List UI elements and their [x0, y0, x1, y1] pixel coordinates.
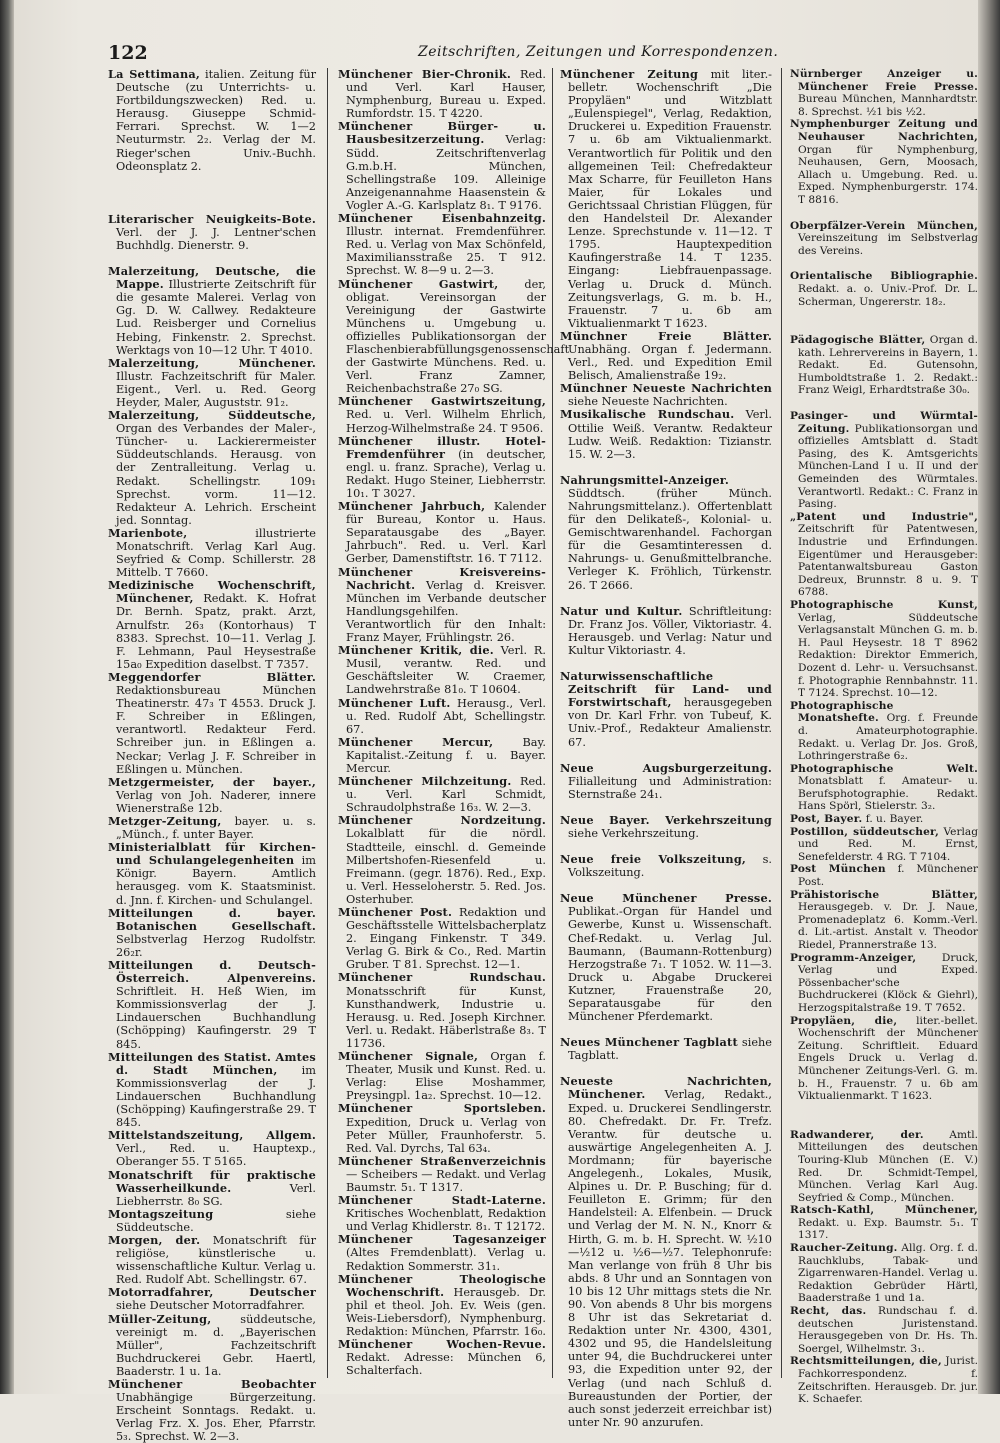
entry-details: der, obligat. Vereinsorgan der Vereinigung der Gastwirte Münchens u. Umgebung u. offizielles Publikationsorgan der Flaschenbierabfüllungsgenossenschaft der Gastwirte Münchens. Red. u. Verl. Franz Zamner, Reichenbachstraße 27₀ SG.: [346, 277, 570, 396]
directory-entry: [108, 1286, 316, 1312]
directory-entry: [108, 1234, 316, 1286]
entry-title: Münchener Milchzeitung.: [338, 774, 512, 789]
entry-details: Allg. Org. f. d. Rauchklubs, Tabak- und Zigarrenwaren-Handel. Verlag u. Redaktion Gebrüder Härtl, Baaderstraße 1 und 1a.: [798, 1242, 978, 1305]
entry-details: Monatsschrift für Kunst, Kunsthandwerk, Industrie u. Herausg. u. Red. Joseph Kirchner. Verl. u. Redakt. Häberlstraße 8₃. T 11736.: [346, 984, 546, 1050]
directory-entry: [790, 410, 978, 511]
entry-spacer: [790, 397, 978, 410]
entry-details: Monatschrift für religiöse, künstlerische u. wissenschaftliche Kultur. Verlag u. Red. Rudolf Abt. Schellingstr. 67.: [116, 1233, 316, 1287]
entry-title: Neueste Nachrichten, Münchener.: [560, 1074, 772, 1102]
entry-title: Naturwissenschaftliche Zeitschrift für Land- und Forstwirtschaft,: [560, 669, 772, 710]
entry-spacer: [108, 173, 316, 213]
entry-details: s. Volkszeitung.: [568, 853, 773, 880]
entry-title: Malerzeitung, Süddeutsche,: [108, 408, 316, 423]
entry-details: Verlag: Südd. Zeitschriftenverlag G.m.b.H. München, Schellingstraße 109. Alleinige Anzeigenannahme Haasenstein & Vogler A.-G. Karlsplatz 8₁. T 9176.: [346, 133, 546, 212]
entry-title: Orientalische Bibliographie.: [790, 270, 978, 283]
entry-details: Herausg., Verl. u. Red. Rudolf Abt, Schellingstr. 67.: [346, 696, 546, 736]
entry-title: Musikalische Rundschau.: [560, 407, 735, 422]
entry-details: siehe Neueste Nachrichten.: [568, 395, 728, 409]
entry-details: Selbstverlag Herzog Rudolfstr. 26₂r.: [116, 932, 316, 959]
entry-title: Münchener Gastwirt,: [338, 276, 499, 291]
entry-details: siehe Tagblatt.: [568, 1036, 772, 1063]
directory-entry: [338, 276, 570, 396]
entry-details: Verlag, Redakt., Exped. u. Druckerei Sendlingerstr. 80. Chefredakt. Dr. Fr. Trefz. Verantw. für deutsche u. auswärtige Angelegenheiten A. J. Mordmann; für bayerische Angelegenh., Lokales, Musik, Alpines u. Dr. P. Busching; für d. Feuilleton E. Grimm; für den Handelsteil: A. Elfenbein. — Druck und Verlag der M. N. N., Knorr & Hirth, G. m. b. H. Sprecht. W. ½10—½12 u. ½6—½7. Telephonrufe: Man verlange von früh 8 Uhr bis abds. 8 Uhr und an Sonntagen von 10 bis 12 Uhr mittags stets die Nr. 90. Von abends 8 Uhr bis morgens 8 Uhr ist das Sekretariat d. Redaktion unter Nr. 4300, 4301, 4302 und 95, die Handelsleitung unter 94, die Buchdruckerei unter 93, die Expedition unter 92, der Verlag (und nach Schluß d. Bureaustunden der Portier, der auch sonst jederzeit erreichbar ist) unter Nr. 90 anzurufen.: [568, 1088, 772, 1429]
directory-entry: [560, 670, 772, 749]
column-2: [338, 67, 570, 1378]
directory-entry: [338, 435, 546, 500]
directory-entry: [108, 68, 316, 173]
directory-entry: [108, 265, 316, 357]
directory-entry: [790, 1305, 978, 1355]
entry-title: Morgen, der.: [108, 1232, 201, 1247]
entry-title: Postillon, süddeutscher,: [790, 825, 939, 838]
directory-entry: [108, 1051, 316, 1130]
directory-entry: [108, 815, 316, 841]
entry-title: Münchener Mercur,: [338, 734, 494, 749]
entry-details: siehe Deutscher Motorradfahrer.: [116, 1299, 305, 1313]
directory-entry: [560, 762, 772, 801]
entry-details: Herausgegeb. v. Dr. J. Naue, Promenadeplatz 6. Komm.-Verl. d. Lit.-artist. Anstalt v. Theodor Riedel, Prannerstraße 13.: [798, 901, 978, 951]
entry-title: Nürnberger Anzeiger u. Münchener Freie Presse.: [790, 68, 978, 93]
entry-title: Recht, das.: [790, 1305, 867, 1318]
entry-title: „Patent und Industrie",: [790, 510, 978, 523]
entry-details: Publikationsorgan und offizielles Amtsblatt d. Stadt Pasing, des K. Amtsgerichts München-Land I u. II und der Gemeinden des Würmtales. Verantwortl. Redakt.: C. Franz in Pasing.: [798, 422, 978, 511]
directory-entry: [790, 1355, 978, 1405]
entry-details: Redaktionsbureau München Theatinerstr. 47₃ T 4553. Druck J. F. Schreiber in Eßlingen, verantwortl. Redakteur Ferd. Schreiber jun. in Eßlingen a. Neckar; Verlag J. F. Schreiber in Eßlingen u. München.: [116, 684, 316, 776]
entry-title: Münchener Zeitung: [560, 67, 699, 81]
directory-entry: [790, 511, 978, 599]
entry-title: Meggendorfer Blätter.: [108, 669, 316, 684]
directory-entry: [108, 671, 316, 776]
entry-title: Nymphenburger Zeitung und Neuhauser Nachrichten,: [790, 118, 978, 143]
entry-details: Redakt. u. Exp. Baumstr. 5₁. T 1317.: [798, 1216, 978, 1242]
facing-page-edge: [978, 0, 1000, 1394]
entry-title: Radwanderer, der.: [790, 1128, 924, 1141]
entry-details: Verl. der J. J. Lentner'schen Buchhdlg. Dienerstr. 9.: [116, 225, 316, 252]
entry-title: Münchener Wochen-Revue.: [338, 1337, 546, 1352]
directory-entry: [108, 579, 316, 671]
entry-details: Organ des Verbandes der Maler-, Tüncher- u. Lackierermeister Süddeutschlands. Herausg. von der Zentralleitung. Verlag u. Redakt. Schellingstr. 109₁ Sprechst. vorm. 11—12. Redakteur A. Lehrich. Erscheint jed. Sonntag.: [116, 422, 316, 527]
directory-entry: [108, 213, 316, 252]
entry-title: Münchner Freie Blätter.: [560, 328, 772, 343]
entry-details: Herausgeb. Dr. phil et theol. Joh. Ev. Weis (gen. Weis-Liebersdorf), Nymphenburg. Redaktion: München, Pfarrstr. 16₀.: [346, 1285, 546, 1338]
directory-entry: [338, 736, 546, 775]
entry-spacer: [790, 257, 978, 270]
directory-entry: [108, 409, 316, 527]
directory-entry: [790, 700, 978, 763]
directory-entry: [108, 841, 316, 906]
entry-title: Neues Münchener Tagblatt: [560, 1035, 738, 1050]
entry-details: Verl. Ottilie Weiß. Verantw. Redakteur Ludw. Weiß. Redaktion: Tizianstr. 15. W. 2—3.: [568, 408, 772, 461]
entry-spacer: [790, 207, 978, 220]
entry-details: (in deutscher, engl. u. franz. Sprache), Verlag u. Redakt. Hugo Steiner, Liebherrstr. 10₁. T 3027.: [346, 447, 546, 500]
entry-details: Verlag und Red. M. Ernst, Senefelderstr. 4 RG. T 7104.: [798, 825, 978, 863]
entry-details: — Scheibers — Redakt. und Verlag Baumstr. 5₁. T 1317.: [346, 1167, 547, 1194]
entry-details: italien. Zeitung für Deutsche (zu Unterrichts- u. Fortbildungszwecken) Red. u. Herausg. Giuseppe Schmid-Ferrari. Sprechst. W. 1—2 Neuturmstr. 2₂. Verlag der M. Rieger'schen Univ.-Buchh. Odeonsplatz 2.: [116, 68, 316, 173]
entry-title: Mittelstandszeitung, Allgem.: [108, 1128, 316, 1143]
book-spine-shadow: [0, 0, 14, 1394]
entry-title: Montagszeitung: [108, 1206, 214, 1221]
entry-details: Illustr. internat. Fremdenführer. Red. u. Verlag von Max Schönfeld, Maximiliansstraße 25. T 912. Sprechst. W. 8—9 u. 2—3.: [346, 225, 546, 278]
entry-title: Mitteilungen des Statist. Amtes d. Stadt München,: [108, 1049, 316, 1077]
directory-entry: [790, 863, 978, 888]
entry-details: Organ f. Theater, Musik und Kunst. Red. u. Verlag: Elise Moshammer, Preysingpl. 1a₂. Sprechst. 10—12.: [346, 1050, 546, 1103]
directory-entry: [560, 853, 772, 879]
entry-details: Kalender für Bureau, Kontor u. Haus. Separatausgabe des „Bayer. Jahrbuch". Red. u. Verl. Karl Gerber, Damenstiftstr. 16. T 7112.: [346, 500, 546, 566]
entry-title: Malerzeitung, Deutsche, die Mappe.: [108, 264, 316, 292]
directory-entry: [108, 959, 316, 1051]
entry-title: Marienbote,: [108, 525, 188, 540]
entry-details: Süddtsch. (früher Münch. Nahrungsmittelanz.). Offertenblatt für den Delikateß-, Kolonial- u. Gemischtwarenhandel. Fachorgan für die Gesamtinteressen d. Nahrungs- u. Genußmittelbranche. Verleger K. Fröhlich, Türkenstr. 26. T 2666.: [568, 486, 772, 592]
directory-entry: [338, 971, 546, 1050]
directory-entry: [108, 1169, 316, 1208]
entry-details: Schriftleitung: Dr. Franz Jos. Völler, Viktoriastr. 4. Herausgeb. und Verlag: Natur und Kultur Viktoriastr. 4.: [568, 604, 772, 657]
entry-title: Oberpfälzer-Verein München,: [790, 219, 978, 232]
directory-entry: [560, 408, 772, 460]
directory-entry: [338, 566, 546, 645]
entry-title: Münchener Bürger- u. Hausbesitzerzeitung.: [338, 119, 546, 147]
entry-details: illustrierte Monatschrift. Verlag Karl Aug. Seyfried & Comp. Schillerstr. 28 Mittelb. T 7660.: [116, 526, 316, 580]
entry-title: Raucher-Zeitung.: [790, 1242, 898, 1255]
directory-entry: [108, 1378, 316, 1443]
directory-entry: [790, 599, 978, 700]
entry-details: Red. u. Verl. Karl Schmidt, Schraudolphstraße 16₃. W. 2—3.: [346, 775, 546, 815]
entry-title: Münchener Theologische Wochenschrift.: [338, 1271, 546, 1299]
entry-title: Post, Bayer.: [790, 813, 863, 826]
entry-title: Ratsch-Kathl, Münchener,: [790, 1204, 978, 1217]
entry-details: Verl., Red. u. Hauptexp., Oberanger 55. T 5165.: [116, 1142, 316, 1169]
entry-details: herausgegeben von Dr. Karl Frhr. von Tubeuf, K. Univ.-Prof., Redakteur Amalienstr. 67.: [568, 696, 772, 749]
directory-entry: [108, 1129, 316, 1168]
entry-details: Druck, Verlag und Exped. Pössenbacher'sche Buchdruckerei (Klöck & Giehrl), Herzogspitalstraße 19. T 7652.: [798, 951, 978, 1014]
entry-details: Verl. Liebherrstr. 8₀ SG.: [116, 1181, 316, 1208]
entry-details: Verl. R. Musil, verantw. Red. und Geschäftsleiter W. Craemer, Landwehrstraße 81₀. T 10604.: [346, 644, 546, 697]
directory-entry: [790, 68, 978, 118]
directory-entry: [560, 330, 772, 382]
directory-entry: [790, 763, 978, 813]
directory-entry: [560, 1075, 772, 1429]
entry-details: Expedition, Druck u. Verlag von Peter Müller, Fraunhoferstr. 5. Red. Val. Dyrchs, Tal 63₄.: [346, 1115, 546, 1155]
directory-entry: [790, 220, 978, 258]
entry-details: Lokalblatt für die nördl. Stadtteile, einschl. d. Gemeinde Milbertshofen-Riesenfeld u. Freimann. (gegr. 1876). Red., Exp. u. Verl. Hesseloherstr. 5. Red. Jos. Osterhuber.: [346, 827, 546, 906]
entry-details: Verlag, Süddeutsche Verlagsanstalt München G. m. b. H. Paul Heysestr. 18 T 8962 Redaktion: Direktor Emmerich, Dozent d. Lehr- u. Versuchsanst. f. Photographie Rennbahnstr. 11. T 7124. Sprechst. 10—12.: [798, 611, 978, 700]
entry-title: Natur und Kultur.: [560, 603, 683, 618]
directory-entry: [338, 775, 546, 814]
entry-details: Organ für Nymphenburg, Neuhausen, Gern, Moosach, Allach u. Umgebung. Red. u. Exped. Nymphenburgerstr. 174. T 8816.: [798, 143, 978, 206]
entry-title: Photographische Kunst,: [790, 598, 978, 611]
column-divider: [552, 68, 553, 1378]
entry-details: Organ d. kath. Lehrervereins in Bayern, 1. Redakt. Ed. Gutensohn, Humboldtstraße 1. 2. Redakt.: Franz Weigl, Erhardtstraße 30₀.: [798, 334, 978, 397]
entry-details: Amtl. Mitteilungen des deutschen Touring-Klub München (E. V.) Red. Dr. Schmidt-Tempel, München. Verlag Karl Aug. Seyfried & Comp., München.: [798, 1128, 978, 1204]
directory-entry: [108, 1313, 316, 1378]
directory-entry: [790, 826, 978, 864]
entry-details: Publikat.-Organ für Handel und Gewerbe, Kunst u. Wissenschaft. Chef-Redakt. u. Verlag Jul. Baumann, (Baumann-Rottenburg) Herzogstraße 7₁. T 1052. W. 11—3. Druck u. Abgabe Druckerei Kutzner, Frauenstraße 20, Separatausgabe für den Münchener Pferdemarkt.: [568, 905, 772, 1024]
entry-title: Medizinische Wochenschrift, Münchener,: [108, 578, 316, 606]
entry-title: Münchener Signale,: [338, 1049, 479, 1064]
column-4: [790, 68, 978, 1406]
entry-spacer: [790, 1103, 978, 1129]
entry-details: Unabhäng. Organ f. Jedermann. Verl., Red. und Expedition Emil Belisch, Amalienstraße 19₂.: [568, 342, 772, 383]
column-divider: [327, 68, 328, 1378]
entry-title: Metzger-Zeitung,: [108, 813, 222, 828]
directory-entry: [560, 1036, 772, 1062]
page-header: [108, 42, 958, 66]
entry-details: Redaktion und Geschäftsstelle Wittelsbacherplatz 2. Eingang Finkenstr. T 349. Verlag G. Birk & Co., Red. Martin Gruber. T 81. Sprechst. 12—1.: [346, 906, 546, 972]
entry-title: Münchener Nordzeitung.: [338, 813, 546, 828]
directory-entry: [338, 1194, 546, 1233]
entry-title: Münchener illustr. Hotel-Fremdenführer: [338, 433, 546, 461]
entry-title: Rechtsmitteilungen, die,: [790, 1355, 942, 1368]
directory-entry: [790, 1129, 978, 1205]
entry-details: Illustrierte Zeitschrift für die gesamte Malerei. Verlag von Gg. D. W. Callwey. Redakteure Lud. Reisberger und Cornelius Hebing, Finkenstr. 2. Sprechst. Werktags von 10—12 Uhr. T 4010.: [116, 278, 316, 357]
entry-details: im Königr. Bayern. Amtlich herausgeg. vom K. Staatsminist. d. Jnn. f. Kirchen- und Schulangel.: [116, 854, 317, 907]
entry-title: Nahrungsmittel-Anzeiger.: [560, 472, 729, 487]
directory-entry: [108, 776, 316, 815]
entry-title: Münchener Post.: [338, 905, 453, 919]
column-3: [560, 68, 772, 1429]
directory-entry: [338, 1050, 546, 1102]
entry-title: Münchener Luft.: [338, 695, 451, 710]
entry-title: Pasinger- und Würmtal-Zeitung.: [790, 410, 978, 435]
entry-title: Münchener Stadt-Laterne.: [338, 1193, 546, 1208]
entry-title: Motorradfahrer, Deutscher: [108, 1285, 316, 1300]
directory-entry: [108, 907, 316, 959]
entry-title: Programm-Anzeiger,: [790, 951, 917, 964]
directory-entry: [790, 1204, 978, 1242]
entry-details: Unabhängige Bürgerzeitung. Erscheint Sonntags. Redakt. u. Verlag Frz. X. Jos. Eher, Pfarrstr. 5₃. Sprechst. W. 2—3.: [116, 1391, 316, 1443]
directory-entry: [338, 1233, 546, 1272]
directory-entry: [790, 813, 978, 826]
entry-title: Metzgermeister, der bayer.,: [108, 774, 316, 789]
entry-details: Kritisches Wochenblatt, Redaktion und Verlag Khidlerstr. 8₁. T 12172.: [346, 1207, 546, 1234]
directory-entry: [338, 500, 546, 565]
entry-title: Mitteilungen d. Deutsch-Österreich. Alpenvereins.: [108, 958, 316, 986]
entry-title: Münchener Bier-Chronik.: [338, 67, 512, 81]
entry-details: f. u. Bayer.: [862, 813, 924, 826]
entry-details: siehe Süddeutsche.: [116, 1207, 316, 1234]
directory-entry: [560, 892, 772, 1023]
directory-entry: [338, 1338, 546, 1377]
entry-details: Red. u. Verl. Wilhelm Ehrlich, Herzog-Wilhelmstraße 24. T 9506.: [346, 408, 546, 435]
entry-title: Literarischer Neuigkeits-Bote.: [108, 211, 316, 226]
entry-details: Verlag d. Kreisver. München im Verbande deutscher Handlungsgehilfen. Verantwortlich für den Inhalt: Franz Mayer, Frühlingstr. 26.: [346, 578, 546, 645]
entry-details: im Kommissionsverlag der J. Lindauerschen Buchhandlung (Schöpping) Kaufingerstraße 29. T 845.: [116, 1063, 316, 1130]
directory-entry: [560, 68, 772, 330]
entry-title: Mitteilungen d. bayer. Botanischen Gesellschaft.: [108, 905, 316, 933]
page-number: 122: [108, 42, 148, 64]
running-head: Zeitschriften, Zeitungen und Korrespondenzen.: [418, 44, 779, 60]
entry-title: Münchener Kreisvereins-Nachricht.: [338, 564, 546, 592]
entry-details: Vereinszeitung im Selbstverlag des Vereins.: [798, 232, 978, 257]
entry-title: Müller-Zeitung,: [108, 1311, 212, 1326]
directory-entry: [338, 1102, 546, 1154]
directory-entry: [560, 814, 772, 840]
entry-title: Neue Augsburgerzeitung.: [560, 760, 772, 775]
directory-entry: [560, 605, 772, 657]
entry-title: Münchener Straßenverzeichnis: [338, 1153, 546, 1168]
entry-details: Verlag von Joh. Naderer, innere Wienerstraße 12b.: [116, 788, 316, 815]
directory-entry: [790, 1242, 978, 1305]
directory-entry: [338, 644, 546, 696]
entry-details: Rundschau f. d. deutschen Juristenstand. Herausgegeben von Dr. Hs. Th. Soergel, Wilhelmstr. 3₁.: [798, 1305, 978, 1355]
directory-entry: [108, 357, 316, 409]
directory-entry: [790, 1015, 978, 1103]
entry-title: Propyläen, die,: [790, 1014, 898, 1027]
entry-details: Bay. Kapitalist.-Zeitung f. u. Bayer. Mercur.: [346, 735, 546, 775]
entry-title: Münchner Neueste Nachrichten: [560, 381, 772, 396]
entry-details: süddeutsche, vereinigt m. d. „Bayerischen Müller", Fachzeitschrift Buchdruckerei Gebr. Haertl, Baaderstr. 1 u. 1a.: [116, 1312, 316, 1378]
directory-entry: [790, 118, 978, 206]
entry-details: Jurist. Fachkorrespondenz. f. Zeitschriften. Herausgeb. Dr. jur. K. Schaefer.: [798, 1355, 979, 1406]
entry-details: Org. f. Freunde d. Amateurphotographie. Redakt. u. Verlag Dr. Jos. Groß, Lothringerstraße 6₂.: [798, 712, 978, 763]
column-divider: [781, 68, 782, 1378]
directory-entry: [560, 382, 772, 408]
entry-title: Prähistorische Blätter,: [790, 888, 978, 901]
directory-entry: [338, 814, 546, 906]
directory-entry: [108, 1208, 316, 1234]
entry-title: Neue freie Volkszeitung,: [560, 852, 747, 867]
entry-title: Ministerialblatt für Kirchen- und Schulangelegenheiten: [108, 840, 316, 868]
entry-title: Neue Münchener Presse.: [560, 891, 772, 906]
directory-entry: [790, 889, 978, 952]
column-1: [108, 68, 316, 1443]
entry-title: Münchener Tagesanzeiger: [338, 1232, 546, 1247]
entry-title: Münchener Gastwirtszeitung,: [338, 394, 546, 409]
directory-entry: [790, 270, 978, 308]
directory-entry: [338, 1273, 546, 1338]
directory-entry: [338, 120, 546, 212]
entry-details: f. Münchener Post.: [798, 863, 978, 889]
entry-spacer: [790, 308, 978, 334]
entry-title: Münchener Kritik, die.: [338, 643, 494, 658]
entry-title: Münchener Sportsleben.: [338, 1101, 546, 1116]
entry-title: Münchener Rundschau.: [338, 970, 546, 985]
entry-title: Photographische Welt.: [790, 762, 978, 775]
entry-details: Redakt. Adresse: München 6, Schalterfach.: [346, 1351, 546, 1378]
directory-entry: [338, 212, 546, 277]
entry-title: Münchener Jahrbuch,: [338, 499, 486, 514]
directory-entry: [790, 952, 978, 1015]
entry-details: bayer. u. s. „Münch., f. unter Bayer.: [116, 814, 316, 842]
entry-details: siehe Verkehrszeitung.: [568, 826, 700, 840]
entry-title: Monatschrift für praktische Wasserheilkunde.: [108, 1167, 316, 1195]
entry-details: Red. und Verl. Karl Hauser, Nymphenburg, Bureau u. Exped. Rumfordstr. 15. T 4220.: [346, 68, 546, 121]
entry-details: Bureau München, Mannhardtstr. 8. Sprechst. ½1 bis ½2.: [798, 93, 978, 118]
entry-details: (Altes Fremdenblatt). Verlag u. Redaktion Sommerstr. 31₁.: [346, 1246, 546, 1273]
entry-details: Illustr. Fachzeitschrift für Maler. Eigent., Verl. u. Red. Georg Heyder, Maler, Auguststr. 91₂.: [116, 369, 316, 409]
entry-details: mit liter.-belletr. Wochenschrift „Die Propyläen" und Witzblatt „Eulenspiegel", Verlag, Redaktion, Druckerei u. Expedition Frauenstr. 7 u. 6b am Viktualienmarkt. Verantwortlich für Politik und den allgemeinen Teil: Chefredakteur Max Scharre, für Feuilleton Hans Maier, für Lokales und Gerichtssaal Christian Flüggen, für den Handelsteil Dr. Alexander Lenze. Sprechstunde v. 11—12. T 1795. Hauptexpedition Kaufingerstraße 14. T 1235. Eingang: Liebfrauenpassage. Verlag u. Druck d. Münch. Zeitungsverlags, G. m. b. H., Frauenstr. 7 u. 6b am Viktualienmarkt T 1623.: [568, 68, 772, 330]
directory-entry: [338, 906, 546, 971]
entry-title: Münchener Beobachter: [108, 1377, 316, 1391]
entry-details: Redakt. a. o. Univ.-Prof. Dr. L. Scherman, Ungererstr. 18₂.: [798, 282, 978, 308]
directory-entry: [338, 1155, 546, 1194]
entry-title: La Settimana,: [108, 67, 201, 81]
entry-title: Pädagogische Blätter,: [790, 334, 926, 347]
entry-details: liter.-bellet. Wochenschrift der Münchener Zeitung. Schriftleit. Eduard Engels Druck u. Verlag d. Münchener Zeitungs-Verl. G. m. b. H., Frauenstr. 7 u. 6b am Viktualienmarkt. T 1623.: [798, 1014, 978, 1103]
directory-entry: [108, 527, 316, 579]
entry-details: Schriftleit. H. Heß Wien, im Kommissionsverlag der J. Lindauerschen Buchhandlung (Schöpping) Kaufingerstr. 29 T 845.: [116, 985, 316, 1051]
entry-title: Photographische Monatshefte.: [790, 699, 894, 725]
entry-title: Neue Bayer. Verkehrszeitung: [560, 812, 772, 827]
entry-details: Filialleitung und Administration: Sternstraße 24₁.: [568, 774, 772, 801]
directory-entry: [338, 68, 546, 120]
entry-title: Post München: [790, 863, 886, 876]
directory-entry: [338, 697, 546, 736]
entry-title: Münchener Eisenbahnzeitg.: [338, 211, 546, 226]
directory-entry: [790, 334, 978, 397]
entry-details: Redakt. K. Hofrat Dr. Bernh. Spatz, prakt. Arzt, Arnulfstr. 26₃ (Kontorhaus) T 8383. Sprechst. 10—11. Verlag J. F. Lehmann, Paul Heysestraße 15a₀ Expedition daselbst. T 7357.: [116, 592, 316, 671]
entry-details: Zeitschrift für Patentwesen, Industrie und Erfindungen. Eigentümer und Herausgeber: Patentanwaltsbureau Gaston Dedreux, Brunnstr. 8 u. 9. T 6788.: [798, 523, 978, 599]
entry-details: Monatsblatt f. Amateur- u. Berufsphotographie. Redakt. Hans Spörl, Stielerstr. 3₂.: [798, 775, 978, 813]
directory-entry: [560, 474, 772, 592]
entry-title: Malerzeitung, Münchener.: [108, 355, 316, 370]
directory-entry: [338, 395, 546, 434]
